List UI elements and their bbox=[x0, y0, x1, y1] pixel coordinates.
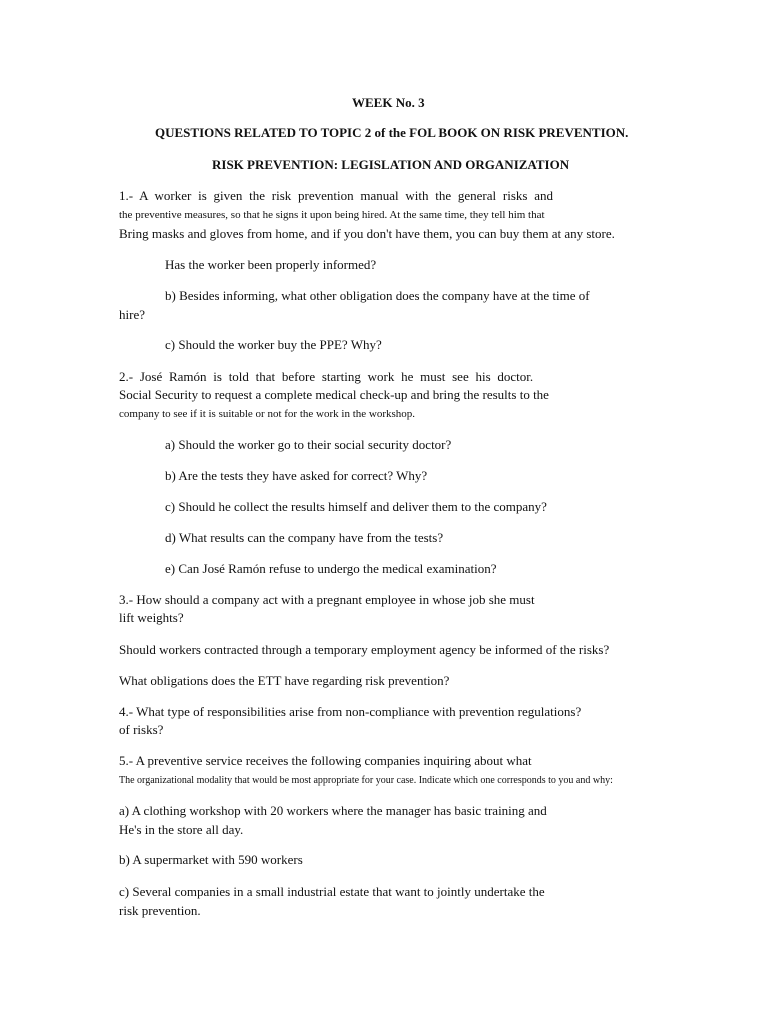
q1-sub-b-cont: hire? bbox=[119, 307, 145, 322]
q5-line-2: The organizational modality that would be most appropriate for your case. Indicate which one corresponds to you and why: bbox=[119, 775, 613, 786]
q2-sub-b: b) Are the tests they have asked for correct? Why? bbox=[165, 468, 428, 483]
section-heading: RISK PREVENTION: LEGISLATION AND ORGANIZATION bbox=[212, 157, 570, 172]
q5-sub-c: c) Several companies in a small industrial estate that want to jointly undertake the bbox=[119, 884, 545, 899]
q2-sub-e: e) Can José Ramón refuse to undergo the medical examination? bbox=[165, 561, 497, 576]
q1-line-3: Bring masks and gloves from home, and if you don't have them, you can buy them at any store. bbox=[119, 226, 615, 241]
week-title: WEEK No. 3 bbox=[352, 95, 425, 110]
q3-line-4: What obligations does the ETT have regarding risk prevention? bbox=[119, 673, 450, 688]
q4-line-1: 4.- What type of responsibilities arise from non-compliance with prevention regulations? bbox=[119, 704, 582, 719]
q3-line-2: lift weights? bbox=[119, 610, 184, 625]
q5-sub-a-cont: He's in the store all day. bbox=[119, 822, 244, 837]
q5-sub-c-cont: risk prevention. bbox=[119, 903, 201, 918]
q2-line-2: Social Security to request a complete medical check-up and bring the results to the bbox=[119, 387, 549, 402]
q1-sub-c: c) Should the worker buy the PPE? Why? bbox=[165, 337, 382, 352]
q3-line-3: Should workers contracted through a temporary employment agency be informed of the risks? bbox=[119, 642, 610, 657]
q3-line-1: 3.- How should a company act with a pregnant employee in whose job she must bbox=[119, 592, 535, 607]
q1-line-1: 1.- A worker is given the risk prevention manual with the general risks and bbox=[119, 188, 553, 203]
q5-sub-a: a) A clothing workshop with 20 workers where the manager has basic training and bbox=[119, 803, 547, 818]
q1-line-2: the preventive measures, so that he signs it upon being hired. At the same time, they tell him that bbox=[119, 209, 545, 221]
q5-line-1: 5.- A preventive service receives the following companies inquiring about what bbox=[119, 753, 532, 768]
q2-sub-d: d) What results can the company have from the tests? bbox=[165, 530, 444, 545]
q1-sub-a: Has the worker been properly informed? bbox=[165, 257, 377, 272]
q2-sub-c: c) Should he collect the results himself and deliver them to the company? bbox=[165, 499, 547, 514]
q2-sub-a: a) Should the worker go to their social security doctor? bbox=[165, 437, 452, 452]
q1-sub-b: b) Besides informing, what other obligation does the company have at the time of bbox=[165, 288, 590, 303]
q2-line-1: 2.- José Ramón is told that before starting work he must see his doctor. bbox=[119, 369, 534, 384]
q5-sub-b: b) A supermarket with 590 workers bbox=[119, 852, 303, 867]
page-subtitle: QUESTIONS RELATED TO TOPIC 2 of the FOL BOOK ON RISK PREVENTION. bbox=[155, 125, 629, 140]
q2-line-3: company to see if it is suitable or not for the work in the workshop. bbox=[119, 408, 416, 420]
q4-line-2: of risks? bbox=[119, 722, 164, 737]
